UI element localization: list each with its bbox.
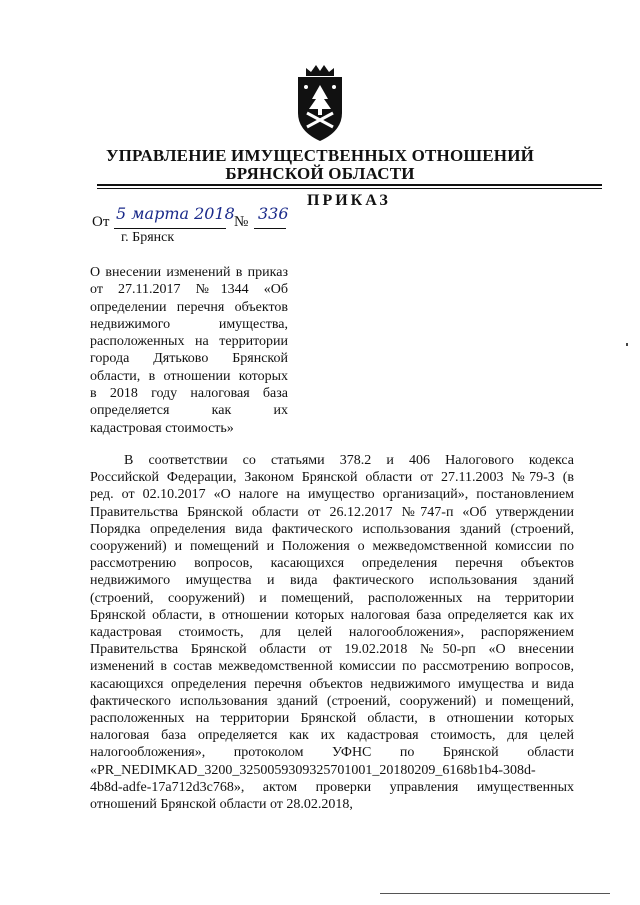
- number-prefix: №: [234, 214, 249, 230]
- subject-line: от 27.11.2017 №1344 «Об: [90, 282, 288, 298]
- header-divider-thick: [97, 184, 602, 186]
- body-line: (строений, сооружений) и помещений, расположенных на территории: [90, 590, 574, 606]
- organization-name-line1: УПРАВЛЕНИЕ ИМУЩЕСТВЕННЫХ ОТНОШЕНИЙ: [105, 146, 535, 165]
- body-line: кадастровая стоимость, для целей налогообложения», распоряжением: [90, 625, 574, 641]
- order-subject: [90, 264, 288, 437]
- subject-line: недвижимого имущества,: [90, 316, 288, 332]
- body-line: Порядка определения вида фактического использования зданий (строений,: [90, 521, 574, 537]
- body-line: касающихся определения перечня объектов недвижимого имущества и вида: [90, 676, 574, 692]
- handwritten-date: 5 марта 2018: [116, 204, 235, 223]
- subject-line: расположенных на территории: [90, 334, 288, 350]
- number-underline: [254, 228, 286, 229]
- body-line: Правительства Брянской области от 26.12.2017 №747-п «Об утверждении: [90, 504, 574, 520]
- footer-scan-line: [380, 893, 610, 894]
- body-line: Правительства Брянской области от 19.02.2018 №50-рп «О внесении: [90, 642, 574, 658]
- organization-name-line2: БРЯНСКОЙ ОБЛАСТИ: [225, 164, 415, 183]
- subject-line: кадастровая стоимость»: [90, 420, 234, 436]
- date-underline: [114, 228, 226, 229]
- handwritten-number: 336: [258, 204, 289, 223]
- coat-of-arms-icon: [294, 63, 346, 143]
- order-body: [90, 452, 574, 813]
- body-line: сооружений) и помещений и Положения о межведомственной комиссии по: [90, 539, 574, 555]
- body-line: расположенных на территории Брянской области, в отношении которых: [90, 711, 574, 727]
- body-line: Российской Федерации, Законом Брянской области от 27.11.2003 №79-З (в: [90, 470, 574, 486]
- header-divider-thin: [97, 188, 602, 189]
- body-line: недвижимого имущества и вида фактического использования зданий: [90, 573, 574, 589]
- document-type: ПРИКАЗ: [307, 192, 391, 209]
- body-line: 4b8d-adfe-17a712d3c768», актом проверки управления имущественных: [90, 779, 574, 795]
- body-line: Брянской области, в отношении которых налоговая база определяется как их: [90, 607, 574, 623]
- body-line: налогообложения», протоколом УФНС по Брянской области: [90, 745, 574, 761]
- body-line: налоговая база определяется как их кадастровая стоимость, для целей: [90, 728, 574, 744]
- body-line: изменений в состав межведомственной комиссии по рассмотрению вопросов,: [90, 659, 574, 675]
- subject-line: определении перечня объектов: [90, 299, 288, 315]
- body-line: фактического использования зданий (строений, сооружений) и помещений,: [90, 693, 574, 709]
- subject-line: в 2018 году налоговая база: [90, 386, 288, 402]
- body-line: В соответствии со статьями 378.2 и 406 Налогового кодекса: [124, 453, 574, 468]
- subject-line: определяется как их: [90, 403, 288, 419]
- subject-line: города Дятьково Брянской: [90, 351, 288, 367]
- body-line: рассмотрению вопросов, касающихся определения перечня объектов: [90, 556, 574, 572]
- city: г. Брянск: [121, 230, 175, 245]
- date-number-line: [92, 206, 312, 230]
- body-line: отношений Брянской области от 28.02.2018,: [90, 797, 353, 813]
- subject-line: области, в отношении которых: [90, 368, 288, 384]
- scan-mark: [626, 343, 628, 346]
- body-line: ред. от 02.10.2017 «О налоге на имущество организаций», постановлением: [90, 487, 574, 503]
- date-prefix: От: [92, 214, 110, 230]
- subject-line: О внесении изменений в приказ: [90, 265, 288, 280]
- body-line: «PR_NEDIMKAD_3200_3250059309325701001_20180209_6168b1b4-308d-: [90, 762, 536, 778]
